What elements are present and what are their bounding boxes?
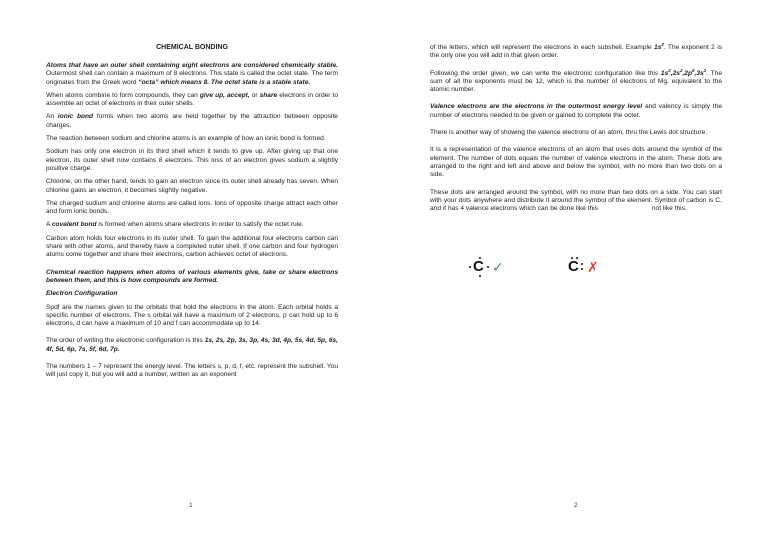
combine-text: When atoms combine to form compounds, they can [46,91,200,99]
paragraph-octet [46,62,338,87]
heading-electron-configuration: Electron Configuration [46,290,118,298]
paragraph-combine [46,92,338,109]
right-page-body [430,41,722,218]
paragraph-ionic-bond [46,113,338,130]
not-like-this-text: not like this. [651,205,687,213]
config-part: 1s [660,69,669,77]
paragraph-spdf: Spdf are the names given to the orbitals that hold the electrons in the atom. Each orbital holds a specific number of electrons. The s orbital will have a maximum of 2 electrons, p can hold up to 6 electrons, d can have a maximum of 10 and f can accommodate up to 14. [46,303,338,328]
octet-emphasis: Atoms that have an outer shell containing eight electrons are considered chemically stable. [46,62,338,69]
paragraph-lewis-intro: There is another way of showing the valence electrons of an atom, thru the Lewis dot structure. [430,129,708,137]
exponent-text: of the letters, which will represent the electrons in each subshell. Example [430,44,654,51]
valence-text: and valency is simply the number of electrons needed to be given or gained to complete the octet. [430,103,722,119]
config-part: ,2p [682,69,692,77]
left-page-body [46,62,338,385]
electron-dot [581,263,583,265]
covalent-text: A [46,221,52,229]
carbon-symbol: C [473,258,484,275]
electron-dot [487,266,489,268]
or-text: or [249,91,260,99]
order-sequence: 1s, 2s, 2p, 3s, 3p, 4s, 3d, 4p, 5s, 4d, 5p, 6s, 4f, 5d, 6p, 7s, 5f, 6d, 7p. [46,337,338,353]
example-orbital: 1s [653,44,662,51]
paragraph-carbon: Carbon atom holds four electrons in its outer shell. To gain the additional four electrons carbon can share with other atoms, and thereby have a completed outer shell. If one carbon and four hydrogen atoms come together and share their electrons, carbon achieves octet of electrons. [46,234,338,259]
paragraph-lewis-dots [430,189,722,214]
cross-icon: ✗ [587,259,599,275]
share-emphasis: share [259,91,278,99]
page-number-right: 2 [574,502,578,509]
carbon-symbol: C [568,258,579,275]
valence-definition: Valence electrons are the electrons in the outermost energy level [430,103,643,111]
lewis-dots-text: These dots are arranged around the symbol, with no more than two dots on a side. You can start with your dots anywhere and distribute it around the symbol of the element. Symbol of carbon is C, and it has 4 valence electrons which can be done like this [430,188,722,213]
covalent-text-end: is formed when atoms share electrons in order to satisfy the octet rule. [96,221,304,229]
give-accept-emphasis: give up, accept, [199,91,250,99]
octa-emphasis: “octa” which means 8. [138,78,210,86]
paragraph-numbers: The numbers 1 – 7 represent the energy level. The letters s, p, d, f, etc. represent the subshell. You will just copy it, but you will add a number, written as an exponent [46,363,338,379]
electron-dot [479,275,481,277]
paragraph-chlorine: Chlorine, on the other hand, tends to gain an electron since its outer shell already has seven. When chlorine gains an electron, it becomes slightly negative. [46,178,338,194]
check-icon: ✓ [492,259,504,275]
lewis-structure-incorrect [566,256,606,278]
exponent-text-end: . The exponent 2 is the only one you will add in that given order. [430,44,722,60]
page-number-left: 1 [189,502,193,509]
octet-text: Outermost shell can contain a maximum of 8 electrons. This state is called the octet state. The term originates from the Greek word [46,70,338,86]
lewis-structure-correct [466,256,506,278]
paragraph-sodium-chlorine: The reaction between sodium and chlorine atoms is an example of how an ionic bond is formed. [46,135,326,143]
config-text-end: . The sum of all the exponents must be 12, which is the number of electrons of Mg, equivalent to the atomic number. [430,69,722,94]
paragraph-chemical-reaction: Chemical reaction happens when atoms of various elements give, take or share electrons between them, and this is how compounds are formed. [46,268,338,284]
config-part: ,2s [670,69,680,77]
config-exp: 6 [691,67,695,73]
electron-dot [469,266,471,268]
config-exp: 2 [703,67,707,73]
mg-configuration [660,67,707,77]
config-exp: 2 [668,67,671,73]
paragraph-exponent [430,41,722,61]
paragraph-mg-config [430,67,722,95]
combine-text-end: electrons in order to assemble an octet of electrons in their outer shells. [46,91,339,108]
paragraph-ions: The charged sodium and chlorine atoms are called ions. Ions of opposite charge attract each other and form ionic bonds. [46,199,338,216]
octet-stable-emphasis: The octet state is a stable state. [209,78,311,86]
order-text: The order of writing the electronic configuration is this [46,337,205,345]
covalent-bond-term: covalent bond [51,221,97,229]
paragraph-valence [430,103,722,120]
paragraph-sodium: Sodium has only one electron in its third shell which it tends to give up. After giving up that one electron, its outer shell now contains 8 electrons. This loss of an electron gives sodium a slightly positive charge. [46,148,338,172]
config-exp: 2 [679,67,683,73]
ionic-text-end: forms when two atoms are held together by the attraction between opposite charges. [46,113,338,129]
ionic-bond-term: ionic bond [57,113,94,121]
config-text: Following the order given, we can write the electronic configuration like this [430,69,661,77]
paragraph-covalent-bond [46,221,338,229]
electron-dot [581,268,583,270]
config-part: ,3s [694,69,704,77]
paragraph-order [46,337,338,354]
paragraph-lewis-definition: It is a representation of the valence electrons of an atom that uses dots around the symbol of the element. The number of dots equals the number of valence electrons in the atom. These dots are arranged to the right and left and above and below the symbol, with no more than two dots on a side. [430,146,722,179]
example-exponent: 2 [661,41,664,47]
page-title: CHEMICAL BONDING [156,44,228,51]
ionic-text: An [46,113,58,121]
example-1s2 [653,41,664,51]
